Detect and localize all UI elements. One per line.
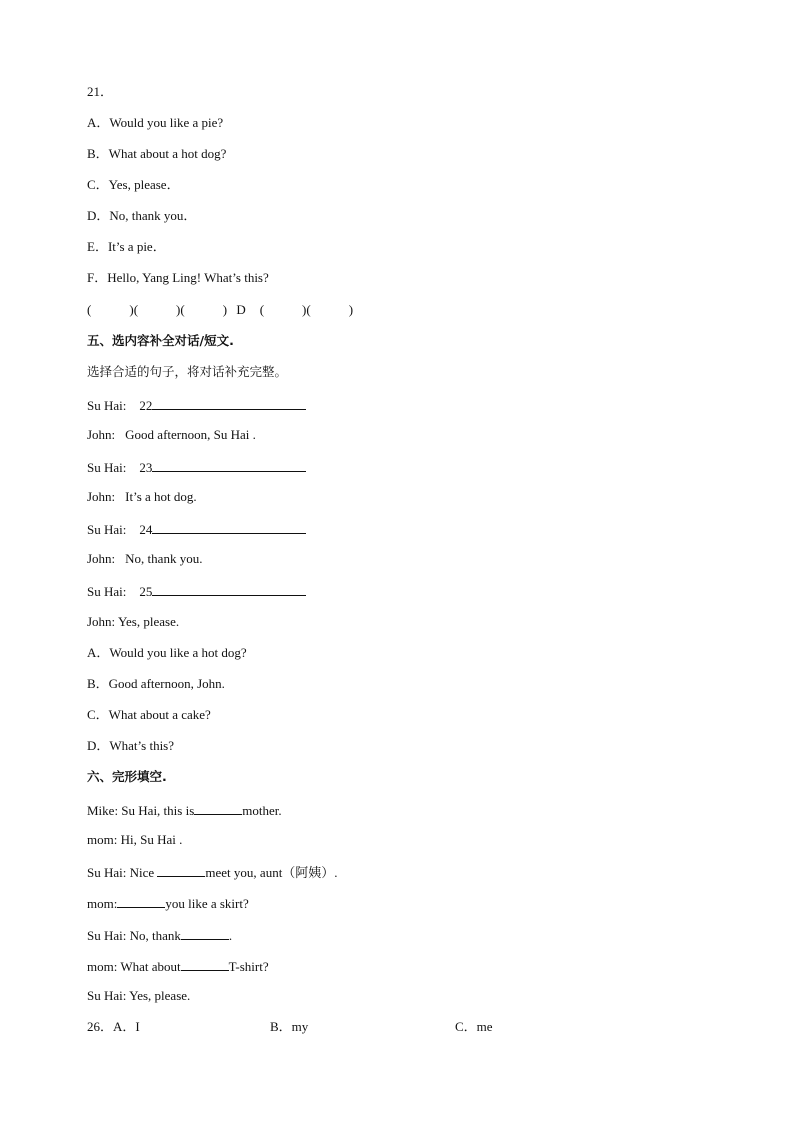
speaker-label: John:: [87, 551, 116, 566]
cloze-text: mom: Hi, Su Hai .: [87, 832, 183, 847]
speaker-label: Su Hai:: [87, 398, 127, 413]
q21-option-d: D．No, thank you．: [87, 208, 197, 223]
cloze-blank-1[interactable]: [194, 801, 242, 815]
s5-option-d: D．What’s this?: [87, 738, 175, 753]
cloze-line-3: [87, 863, 338, 881]
q26-option-c: C．me: [455, 1019, 493, 1034]
answer-paren-1[interactable]: ( ): [87, 302, 134, 317]
cloze-text: mom: What about: [87, 959, 181, 974]
question-26-number: 26．: [87, 1019, 114, 1034]
cloze-line-1: [87, 801, 282, 819]
answer-paren-3[interactable]: ( ): [180, 302, 228, 317]
question-26-row: [87, 1019, 140, 1035]
answer-blank-24[interactable]: [152, 520, 306, 534]
dialogue-line-john-2: [87, 489, 197, 505]
q26-option-b: B．my: [270, 1019, 309, 1034]
dialogue-text: Good afternoon, Su Hai .: [125, 427, 256, 442]
speaker-label: John:: [87, 489, 116, 504]
cloze-line-5: [87, 926, 232, 944]
answer-blank-22[interactable]: [152, 396, 306, 410]
answer-blank-23[interactable]: [152, 458, 306, 472]
dialogue-line-john-3: [87, 551, 202, 567]
cloze-text: you like a skirt?: [165, 896, 249, 911]
s5-option-b: B．Good afternoon, John.: [87, 676, 225, 691]
cloze-text: .: [228, 928, 233, 943]
cloze-line-6: [87, 957, 269, 975]
cloze-text: mother.: [242, 803, 282, 818]
dialogue-line-22: [87, 396, 306, 414]
dialogue-text: No, thank you.: [125, 551, 203, 566]
q21-option-b: B．What about a hot dog?: [87, 146, 227, 161]
speaker-label: John:: [87, 427, 116, 442]
cloze-text: Mike: Su Hai, this is: [87, 803, 195, 818]
speaker-label: Su Hai:: [87, 584, 127, 599]
answer-blank-25[interactable]: [152, 582, 306, 596]
answer-paren-6[interactable]: ( ): [306, 302, 354, 317]
cloze-blank-2[interactable]: [157, 863, 205, 877]
q21-answer-row: [87, 302, 353, 318]
q21-option-f: F．Hello, Yang Ling! What’s this?: [87, 270, 269, 285]
s5-option-a: A．Would you like a hot dog?: [87, 645, 247, 660]
cloze-text: Su Hai: No, thank: [87, 928, 181, 943]
blank-number: 24: [139, 522, 153, 537]
cloze-text: T-shirt?: [228, 959, 269, 974]
cloze-text: Su Hai: Nice: [87, 865, 158, 880]
dialogue-line-25: [87, 582, 306, 600]
cloze-text: Su Hai: Yes, please.: [87, 988, 191, 1003]
blank-number: 23: [139, 460, 153, 475]
blank-number: 22: [139, 398, 153, 413]
dialogue-line-john-1: [87, 427, 256, 443]
q26-option-a: A．I: [113, 1019, 140, 1034]
q21-option-c: C．Yes, please．: [87, 177, 180, 192]
dialogue-line-23: [87, 458, 306, 476]
answer-paren-5[interactable]: ( ): [259, 302, 307, 317]
cloze-line-2: [87, 832, 182, 848]
s5-option-c: C．What about a cake?: [87, 707, 211, 722]
dialogue-line-24: [87, 520, 306, 538]
cloze-blank-5[interactable]: [181, 957, 229, 971]
speaker-label: Su Hai:: [87, 460, 127, 475]
section-6-title: 六、完形填空.: [87, 769, 167, 784]
q21-option-a: A．Would you like a pie?: [87, 115, 224, 130]
dialogue-text: It’s a hot dog.: [125, 489, 197, 504]
cloze-line-7: [87, 988, 190, 1004]
cloze-blank-4[interactable]: [181, 926, 229, 940]
question-21-number: 21．: [87, 84, 114, 99]
speaker-label: Su Hai:: [87, 522, 127, 537]
cloze-text: mom:: [87, 896, 118, 911]
cloze-line-4: [87, 894, 249, 912]
dialogue-line-john-4: John: Yes, please.: [87, 614, 180, 629]
section-5-instruction: 选择合适的句子，将对话补充完整。: [87, 364, 288, 379]
answer-paren-2[interactable]: ( ): [133, 302, 181, 317]
q21-option-e: E．It’s a pie．: [87, 239, 166, 254]
section-5-title: 五、选内容补全对话/短文.: [87, 333, 234, 348]
cloze-text: meet you, aunt（阿姨）.: [205, 865, 338, 880]
blank-number: 25: [139, 584, 153, 599]
cloze-blank-3[interactable]: [117, 894, 165, 908]
answer-given: D: [236, 302, 246, 317]
